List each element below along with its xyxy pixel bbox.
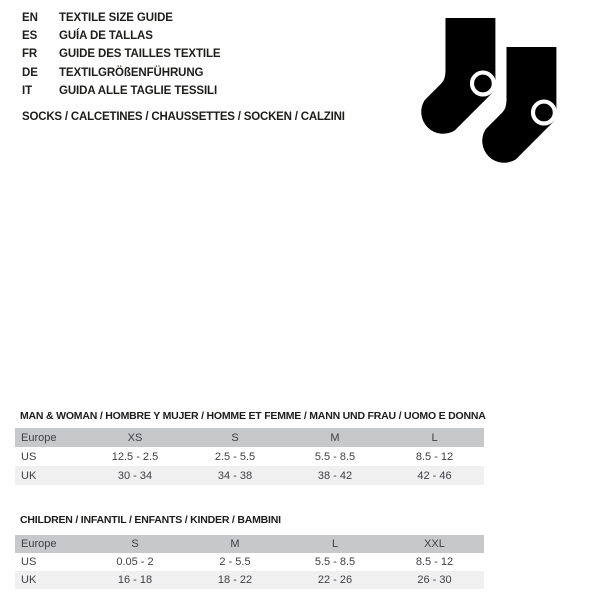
size-cell: 38 - 42 (317, 469, 353, 482)
column-header-xxl: XXL (385, 535, 484, 553)
language-row-de (22, 64, 221, 82)
row-label-us: US (21, 450, 37, 463)
size-cell: 2.5 - 5.5 (214, 450, 256, 463)
column-header-s: S (185, 428, 285, 447)
size-cell: 42 - 46 (417, 469, 452, 482)
column-header-m: M (185, 535, 285, 553)
language-list (22, 9, 221, 100)
language-title: GUIDA ALLE TAGLIE TESSILI (59, 84, 218, 97)
size-cell: 22 - 26 (317, 574, 353, 586)
size-cell: 8.5 - 12 (415, 556, 454, 568)
language-title: TEXTILE SIZE GUIDE (59, 12, 173, 24)
table-title-man-woman: MAN & WOMAN / HOMBRE Y MUJER / HOMME ET FEMME / MANN UND FRAU / UOMO E DONNA (20, 410, 486, 422)
size-table-children (15, 535, 484, 589)
sock-left (421, 18, 495, 134)
language-row-en (22, 9, 221, 27)
row-label-uk: UK (21, 469, 37, 482)
size-cell: 5.5 - 8.5 (314, 450, 356, 463)
size-cell: 12.5 - 2.5 (111, 450, 159, 463)
size-cell: 26 - 30 (417, 574, 452, 586)
language-row-it (22, 82, 221, 100)
size-cell: 0.05 - 2 (116, 556, 154, 568)
size-cell: 34 - 38 (217, 469, 253, 482)
column-header-xs: XS (85, 428, 185, 447)
language-code: DE (22, 66, 38, 79)
table-row-us (15, 447, 484, 466)
table-row-us (15, 553, 484, 571)
size-cell: 8.5 - 12 (415, 450, 454, 463)
size-cell: 16 - 18 (117, 574, 153, 586)
size-cell: 30 - 34 (117, 469, 153, 482)
column-header-l: L (385, 428, 484, 447)
size-table-man-woman (15, 428, 484, 485)
row-label-uk: UK (21, 574, 37, 586)
size-cell: 5.5 - 8.5 (314, 556, 356, 568)
socks-icon (399, 10, 569, 185)
language-code: FR (22, 48, 38, 61)
language-row-es (22, 27, 221, 45)
language-code: IT (22, 84, 33, 97)
table-header-row (15, 428, 484, 447)
table-row-uk (15, 466, 484, 485)
row-label-us: US (21, 556, 37, 568)
column-header-s: S (85, 535, 185, 553)
size-cell: 18 - 22 (217, 574, 253, 586)
language-title: TEXTILGRÖßENFÜHRUNG (59, 66, 204, 79)
language-code: EN (22, 12, 38, 24)
table-row-uk (15, 571, 484, 589)
table-header-row (15, 535, 484, 553)
language-title: GUÍA DE TALLAS (59, 30, 153, 43)
language-row-fr (22, 45, 221, 63)
category-line: SOCKS / CALCETINES / CHAUSSETTES / SOCKEN / CALZINI (22, 111, 345, 123)
language-title: GUIDE DES TAILLES TEXTILE (59, 48, 221, 61)
column-header-l: L (285, 535, 385, 553)
column-header-europe: Europe (15, 428, 85, 447)
column-header-m: M (285, 428, 385, 447)
table-title-children: CHILDREN / INFANTIL / ENFANTS / KINDER / BAMBINI (20, 514, 281, 526)
size-cell: 2 - 5.5 (219, 556, 251, 568)
language-code: ES (22, 30, 38, 43)
column-header-europe: Europe (15, 535, 85, 553)
